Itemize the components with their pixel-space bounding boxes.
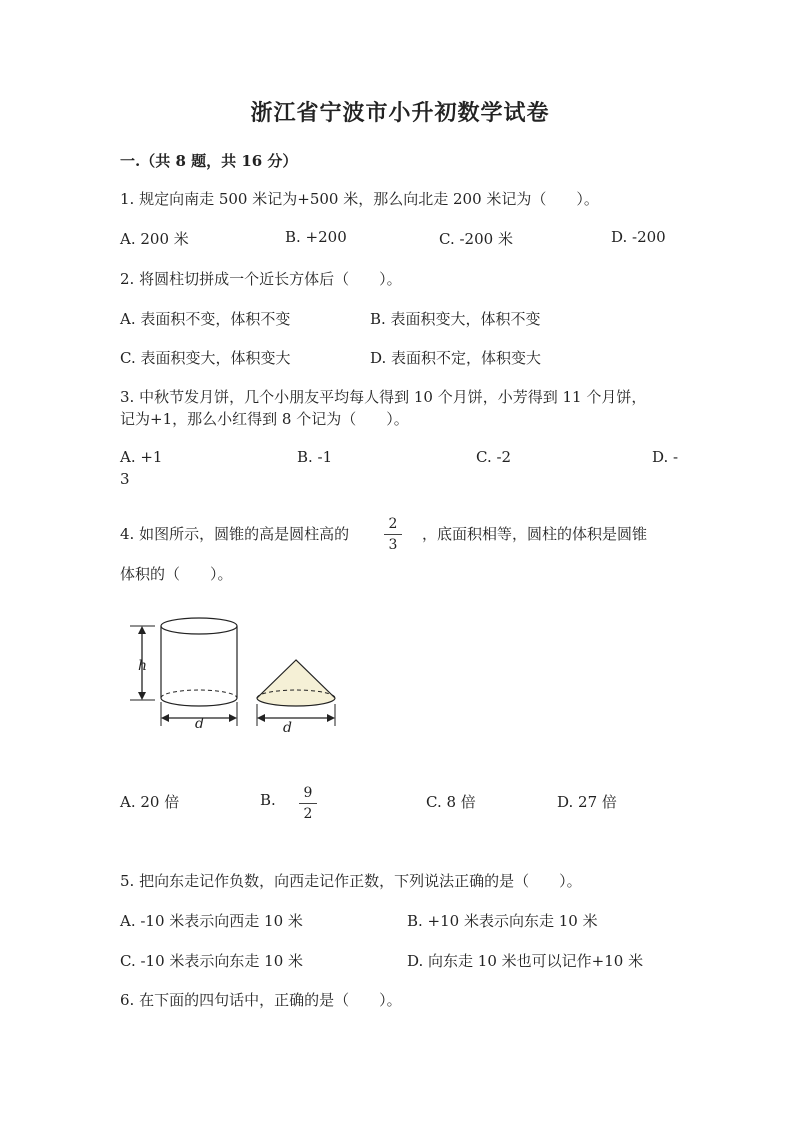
question-4-option-b[interactable]: B. [260, 791, 276, 809]
cylinder-cone-figure [125, 610, 355, 740]
fraction-numerator: 9 [303, 785, 313, 801]
section-heading: 一.（共 8 题，共 16 分） [120, 152, 298, 170]
question-4-option-c[interactable]: C. 8 倍 [426, 793, 476, 811]
question-4-stem-part2: ，底面积相等，圆柱的体积是圆锥 [422, 525, 648, 543]
question-4-option-d[interactable]: D. 27 倍 [557, 793, 617, 811]
question-2-option-c[interactable]: C. 表面积变大，体积变大 [120, 349, 291, 367]
question-3-stem-line1: 3. 中秋节发月饼，几个小朋友平均每人得到 10 个月饼，小芳得到 11 个月饼， [120, 388, 647, 406]
fraction-bar [299, 803, 317, 804]
question-2-option-b[interactable]: B. 表面积变大，体积不变 [370, 310, 541, 328]
question-2-option-d[interactable]: D. 表面积不定，体积变大 [370, 349, 542, 367]
cone-diameter-label: d [283, 720, 292, 736]
question-4-stem-part1: 4. 如图所示，圆锥的高是圆柱高的 [120, 525, 350, 543]
fraction-denominator: 3 [388, 537, 398, 553]
page-title: 浙江省宁波市小升初数学试卷 [250, 100, 550, 126]
question-3-option-d[interactable]: D. - [652, 448, 679, 466]
question-4-option-b-fraction [299, 785, 317, 822]
question-3-option-b[interactable]: B. -1 [297, 448, 333, 466]
fraction-bar [384, 534, 402, 535]
question-3-option-a[interactable]: A. +1 [120, 448, 163, 466]
cone-diameter-arrow [257, 704, 335, 726]
cylinder-diameter-label: d [195, 716, 204, 732]
question-5-option-c[interactable]: C. -10 米表示向东走 10 米 [120, 952, 304, 970]
question-3-option-d-wrap: 3 [120, 470, 130, 488]
fraction-numerator: 2 [388, 516, 398, 532]
question-6-stem: 6. 在下面的四句话中，正确的是（ ）。 [120, 991, 402, 1009]
question-2-stem: 2. 将圆柱切拼成一个近长方体后（ ）。 [120, 270, 402, 288]
question-5-option-a[interactable]: A. -10 米表示向西走 10 米 [120, 912, 303, 930]
cylinder [161, 618, 237, 706]
question-5-stem: 5. 把向东走记作负数，向西走记作正数，下列说法正确的是（ ）。 [120, 872, 582, 890]
question-1-stem: 1. 规定向南走 500 米记为+500 米，那么向北走 200 米记为（ ）。 [120, 190, 599, 208]
question-1-option-b[interactable]: B. +200 [285, 228, 347, 246]
question-2-option-a[interactable]: A. 表面积不变，体积不变 [120, 310, 291, 328]
question-3-stem-line2: 记为+1，那么小红得到 8 个记为（ ）。 [120, 410, 409, 428]
question-4-option-a[interactable]: A. 20 倍 [120, 793, 180, 811]
question-3-option-c[interactable]: C. -2 [476, 448, 512, 466]
question-4-fraction [384, 516, 402, 553]
cone [257, 660, 335, 706]
question-5-option-d[interactable]: D. 向东走 10 米也可以记作+10 米 [407, 952, 644, 970]
question-4-stem-line2: 体积的（ ）。 [120, 565, 233, 583]
question-1-option-a[interactable]: A. 200 米 [120, 230, 189, 248]
height-label: h [138, 658, 148, 674]
question-1-option-d[interactable]: D. -200 [611, 228, 666, 246]
question-5-option-b[interactable]: B. +10 米表示向东走 10 米 [407, 912, 598, 930]
question-1-option-c[interactable]: C. -200 米 [439, 230, 513, 248]
fraction-denominator: 2 [303, 806, 313, 822]
